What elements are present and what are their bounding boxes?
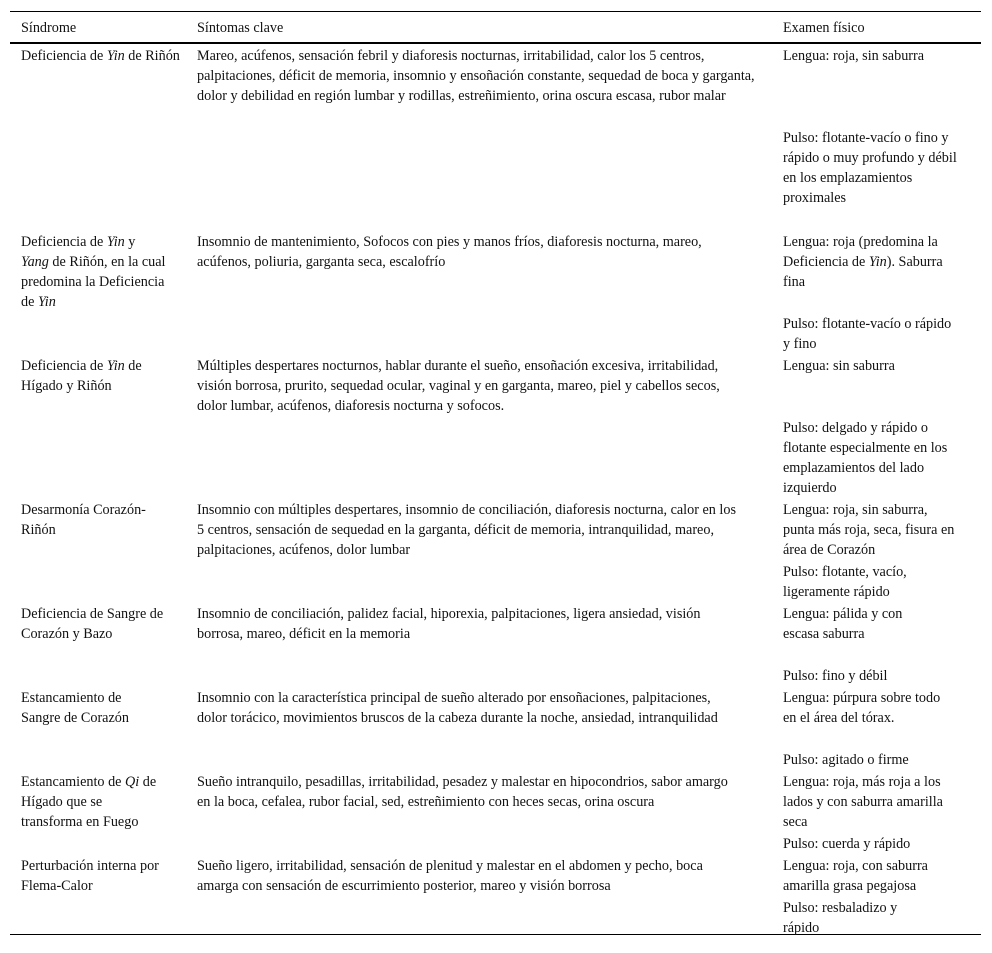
table-row	[10, 854, 981, 934]
tongue-exam: Lengua: roja, con saburra amarilla grasa pegajosa	[783, 858, 928, 894]
symptoms-cell: Sueño ligero, irritabilidad, sensación de plenitud y malestar en el abdomen y pecho, boca amarga con sensación de escurrimiento posterior, mareo y visión borrosa	[197, 858, 703, 894]
symptoms-cell: Insomnio de mantenimiento, Sofocos con pies y manos fríos, diaforesis nocturna, mareo, acúfenos, poliuria, garganta seca, escalofrío	[197, 234, 702, 270]
tongue-exam: Lengua: sin saburra	[783, 358, 895, 374]
table-row	[10, 44, 981, 230]
tongue-exam: Lengua: roja, sin saburra, punta más roja, seca, fisura en área de Corazón	[783, 502, 955, 558]
table-row	[10, 230, 981, 354]
tongue-exam: Lengua: pálida y con escasa saburra	[783, 606, 903, 642]
pulse-exam: Pulso: cuerda y rápido	[783, 836, 911, 852]
syndrome-cell: Deficiencia de Yin y Yang de Riñón, en la cual predomina la Deficiencia de Yin	[21, 234, 166, 310]
syndrome-cell: Estancamiento de Sangre de Corazón	[21, 690, 129, 726]
pulse-exam: Pulso: agitado o firme	[783, 752, 909, 768]
table-row	[10, 770, 981, 854]
table-row	[10, 498, 981, 602]
symptoms-cell: Sueño intranquilo, pesadillas, irritabilidad, pesadez y malestar en hipocondrios, sabor amargo en la boca, cefalea, rubor facial, sed, estreñimiento con heces secas, orina oscura	[197, 774, 728, 810]
tongue-exam: Lengua: roja, sin saburra	[783, 48, 925, 64]
pulse-exam: Pulso: flotante-vacío o fino y rápido o muy profundo y débil en los emplazamientos proximales	[783, 130, 957, 206]
pulse-exam: Pulso: flotante-vacío o rápido y fino	[783, 316, 952, 352]
header-symptoms: Síntomas clave	[197, 20, 284, 36]
symptoms-cell: Insomnio con la característica principal de sueño alterado por ensoñaciones, palpitaciones, dolor torácico, movimientos bruscos de la cabeza durante la noche, ansiedad, intranquilidad	[197, 690, 718, 726]
symptoms-cell: Múltiples despertares nocturnos, hablar durante el sueño, ensoñación excesiva, irritabilidad, visión borrosa, prurito, sequedad ocular, vaginal y en garganta, mareo, piel y cabellos secos, dolor lumbar, acúfenos, diaforesis nocturna y sofocos.	[197, 358, 720, 414]
syndrome-cell: Deficiencia de Yin de Hígado y Riñón	[21, 358, 142, 394]
pulse-exam: Pulso: flotante, vacío, ligeramente rápido	[783, 564, 907, 600]
table-header	[10, 12, 981, 42]
syndrome-table	[10, 11, 981, 935]
syndrome-cell: Estancamiento de Qi de Hígado que se transforma en Fuego	[21, 774, 157, 830]
syndrome-cell: Deficiencia de Sangre de Corazón y Bazo	[21, 606, 164, 642]
symptoms-cell: Insomnio con múltiples despertares, insomnio de conciliación, diaforesis nocturna, calor en los 5 centros, sensación de sequedad en la garganta, déficit de memoria, intranquilidad, mareo, palpitaciones, acúfenos, dolor lumbar	[197, 502, 736, 558]
symptoms-cell: Mareo, acúfenos, sensación febril y diaforesis nocturnas, irritabilidad, calor los 5 centros, palpitaciones, déficit de memoria, insomnio y ensoñación constante, sequedad de boca y garganta, dolor y debilidad en región lumbar y rodillas, estreñimiento, orina oscura escasa, rubor malar	[197, 48, 755, 104]
pulse-exam: Pulso: delgado y rápido o flotante especialmente en los emplazamientos del lado izquierdo	[783, 420, 948, 496]
table-row	[10, 354, 981, 498]
symptoms-cell: Insomnio de conciliación, palidez facial, hiporexia, palpitaciones, ligera ansiedad, visión borrosa, mareo, déficit en la memoria	[197, 606, 701, 642]
table-row	[10, 686, 981, 770]
tongue-exam: Lengua: roja, más roja a los lados y con saburra amarilla seca	[783, 774, 943, 830]
pulse-exam: Pulso: fino y débil	[783, 668, 888, 684]
table-row	[10, 602, 981, 686]
syndrome-cell: Perturbación interna por Flema-Calor	[21, 858, 159, 894]
header-exam: Examen físico	[783, 20, 865, 36]
header-syndrome: Síndrome	[21, 20, 77, 36]
syndrome-cell: Desarmonía Corazón-Riñón	[21, 502, 146, 538]
tongue-exam: Lengua: púrpura sobre todo en el área del tórax.	[783, 690, 941, 726]
pulse-exam: Pulso: resbaladizo y rápido	[783, 900, 898, 936]
tongue-exam: Lengua: roja (predomina la Deficiencia de Yin). Saburra fina	[783, 234, 943, 290]
syndrome-cell: Deficiencia de Yin de Riñón	[21, 48, 180, 64]
